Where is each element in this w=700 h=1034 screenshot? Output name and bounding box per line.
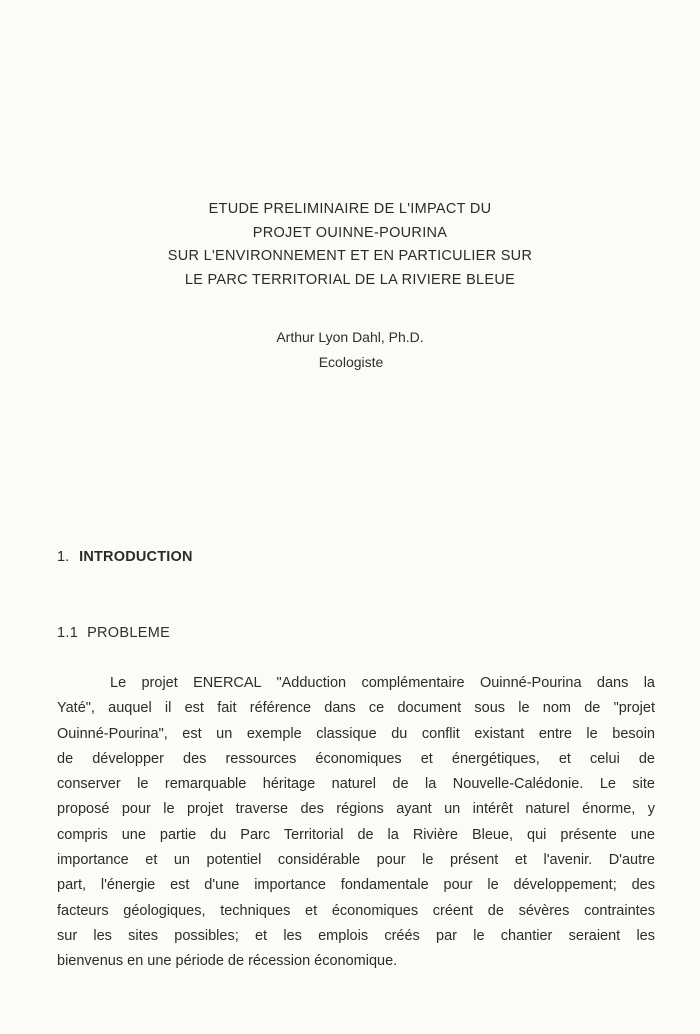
subsection-title: PROBLEME — [87, 625, 171, 641]
document-title — [0, 198, 700, 292]
paragraph-line: Le projet ENERCAL "Adduction complémentaire Ouinné-Pourina dans la — [110, 675, 655, 691]
title-line: LE PARC TERRITORIAL DE LA RIVIERE BLEUE — [184, 271, 516, 288]
paragraph-line: compris une partie du Parc Territorial de la Rivière Bleue, qui présente une — [57, 826, 655, 843]
section-title: INTRODUCTION — [79, 549, 193, 565]
subsection-heading — [57, 625, 170, 641]
paragraph-line: part, l'énergie est d'une importance fondamentale pour le développement; des — [57, 877, 655, 894]
paragraph-line: bienvenus en une période de récession économique. — [57, 953, 398, 970]
paragraph-line: conserver le remarquable héritage naturel de la Nouvelle-Calédonie. Le site — [57, 776, 655, 793]
paragraph-line: Ouinné-Pourina", est un exemple classique du conflit existant entre le besoin — [57, 725, 655, 742]
paragraph-line: Yaté", auquel il est fait référence dans ce document sous le nom de "projet — [57, 700, 655, 717]
subsection-number: 1.1 — [57, 625, 79, 641]
author-role: Ecologiste — [318, 353, 384, 370]
section-number: 1. — [57, 549, 70, 565]
paragraph-line: de développer des ressources économiques et énergétiques, et celui de — [57, 750, 655, 767]
body-paragraph — [57, 671, 655, 975]
title-line: PROJET OUINNE-POURINA — [252, 224, 448, 241]
paragraph-line: importance et un potentiel considérable pour le présent et l'avenir. D'autre — [57, 852, 655, 869]
paragraph-line: proposé pour le projet traverse des régions ayant un intérêt naturel énorme, y — [57, 801, 655, 818]
title-line: SUR L'ENVIRONNEMENT ET EN PARTICULIER SUR — [167, 248, 533, 264]
author-block — [0, 325, 700, 374]
title-line: ETUDE PRELIMINAIRE DE L'IMPACT DU — [208, 201, 492, 217]
section-heading — [57, 549, 193, 565]
author-name: Arthur Lyon Dahl, Ph.D. — [276, 329, 424, 345]
paragraph-line: sur les sites possibles; et les emplois créés par le chantier seraient les — [57, 927, 655, 944]
paragraph-line: facteurs géologiques, techniques et économiques créent de sévères contraintes — [57, 902, 655, 919]
